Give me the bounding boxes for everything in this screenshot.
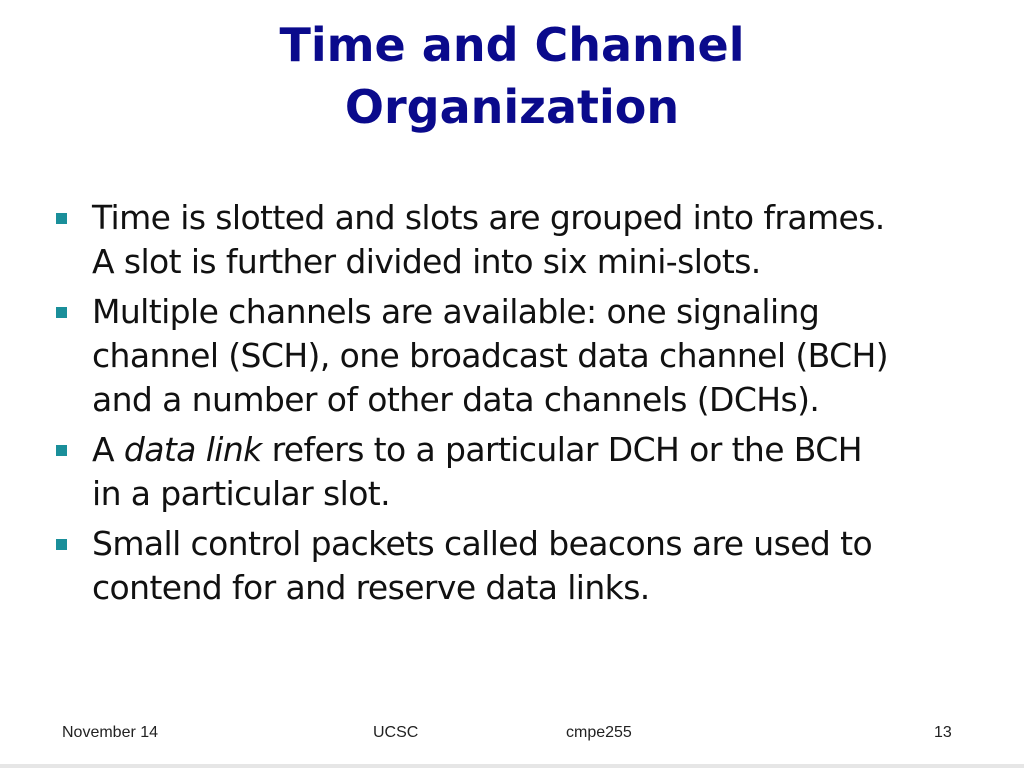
footer-organization: UCSC	[373, 724, 419, 741]
slide-title	[60, 14, 964, 138]
title-line-1: Time and Channel	[279, 18, 745, 72]
bullet-item	[56, 196, 986, 284]
bullet-text-rest: refers to a particular DCH or the BCH	[271, 430, 862, 469]
footer-course: cmpe255	[566, 724, 632, 741]
bullet-text-line: and a number of other data channels (DCHs).	[92, 380, 820, 419]
square-bullet-icon	[56, 539, 67, 550]
bullet-text-line: in a particular slot.	[92, 474, 391, 513]
bullet-list	[56, 196, 986, 616]
bullet-text-line	[92, 428, 986, 472]
bullet-text-line: Multiple channels are available: one signaling	[92, 292, 820, 331]
bullet-text-line: A slot is further divided into six mini-slots.	[92, 242, 761, 281]
bullet-text-line: Time is slotted and slots are grouped into frames.	[92, 198, 885, 237]
square-bullet-icon	[56, 213, 67, 224]
bullet-item	[56, 428, 986, 516]
bullet-text-line: Small control packets called beacons are used to	[92, 524, 873, 563]
footer-date: November 14	[62, 724, 159, 741]
square-bullet-icon	[56, 307, 67, 318]
bullet-item	[56, 290, 986, 422]
footer-page-number: 13	[934, 724, 952, 741]
bottom-divider	[0, 764, 1024, 768]
title-line-2: Organization	[344, 80, 680, 134]
bullet-text-line: channel (SCH), one broadcast data channel (BCH)	[92, 336, 888, 375]
bullet-item	[56, 522, 986, 610]
bullet-emphasis-term: data link	[123, 430, 262, 469]
bullet-text-prefix: A	[92, 430, 114, 469]
square-bullet-icon	[56, 445, 67, 456]
bullet-text-line: contend for and reserve data links.	[92, 568, 650, 607]
